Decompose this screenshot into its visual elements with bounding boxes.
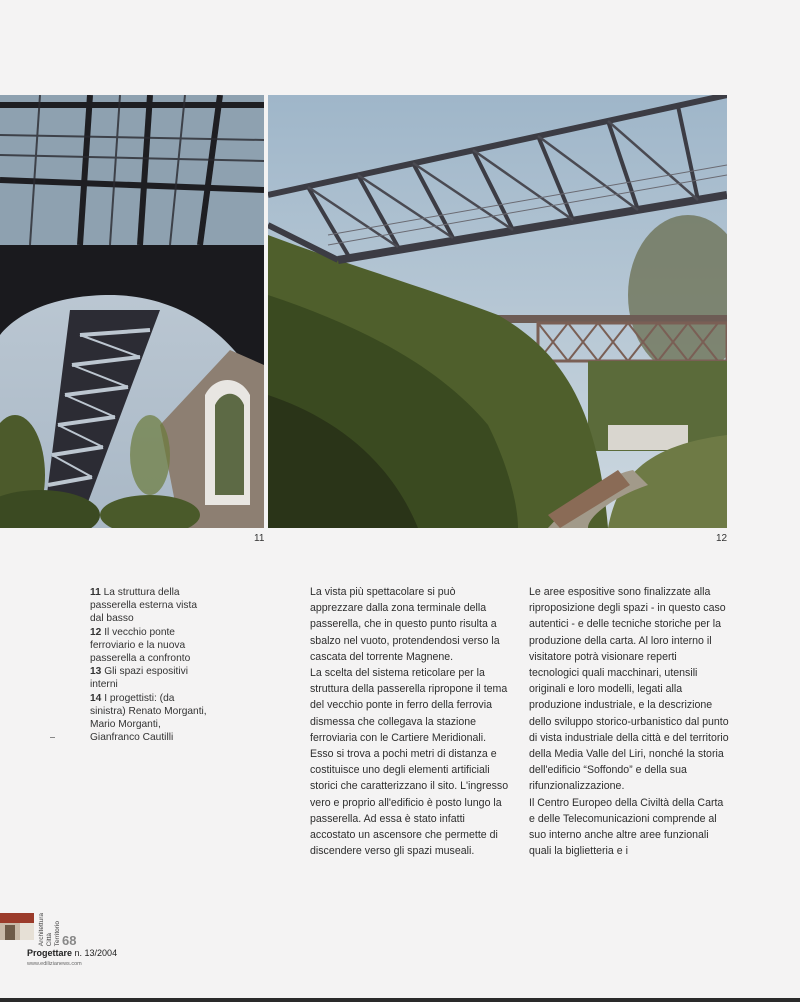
caption-12: 12 Il vecchio ponte ferroviario e la nuova passerella a confronto: [90, 626, 191, 665]
paragraph: Il Centro Europeo della Civiltà della Carta e delle Telecomunicazioni comprende al suo interno anche altre aree funzionali quali la biglietteria e i: [529, 796, 724, 858]
publication-info: [27, 948, 117, 958]
page-edge: [0, 998, 800, 1002]
decorative-dash: [50, 737, 55, 738]
paragraph: Le aree espositive sono finalizzate alla riproposizione degli spazi - in questo caso autentici - e delle tecniche storiche per la produzione della carta. Al loro interno il visitatore potrà visionare reperti tecnologici quali macchinari, utensili originali e loro modelli, legati alla produzione industriale, e la descrizione dello sviluppo storico-urbanistico dal punto di vista industriale della città e del territorio della Media Valle del Liri, nonché la storia dell'edificio “Soffondo” e della sua rifunzionalizzazione.: [529, 586, 729, 793]
body-column-3: [529, 584, 729, 859]
page-number: 68: [62, 933, 77, 948]
section-word: Architettura: [38, 912, 45, 946]
paragraph: La scelta del sistema reticolare per la struttura della passerella ripropone il tema del vecchio ponte in ferro della ferrovia dismessa che collegava la stazione ferroviaria con le Cartiere Meridionali. Esso si trova a pochi metri di distanza e costituisce uno degli elementi artificiali storici che caratterizzano il sito. L'ingresso vero e proprio all'edificio è posto lungo la passerella. Ad essa è stato infatti accostato un ascensore che permette di discendere verso gli spazi museali.: [310, 667, 509, 858]
caption-13: 13 Gli spazi espositivi interni: [90, 666, 188, 691]
figure-number-12: 12: [716, 533, 728, 544]
photo-bridges-comparison: [268, 95, 727, 528]
publisher-url: www.edilizianews.com: [27, 961, 82, 967]
issue-number: n. 13/2004: [74, 948, 118, 958]
caption-11: 11 La struttura della passerella esterna vista dal basso: [90, 587, 198, 625]
publication-name: Progettare: [27, 948, 73, 958]
paragraph: La vista più spettacolare si può apprezzare dalla zona terminale della passerella, che in questo punto risulta a sbalzo nel vuoto, protendendosi verso la cascata del torrente Magnene.: [310, 586, 500, 663]
figure-captions: [90, 586, 210, 744]
footer-thumbnail: [0, 913, 34, 940]
photo-truss-from-below: [0, 95, 264, 528]
caption-14: 14 I progettisti: (da sinistra) Renato Morganti, Mario Morganti, Gianfranco Cautilli: [90, 692, 207, 744]
section-word: Città: [46, 932, 53, 946]
figure-number-11: 11: [254, 533, 265, 544]
section-word: Territorio: [54, 920, 61, 946]
body-column-2: [310, 584, 510, 859]
